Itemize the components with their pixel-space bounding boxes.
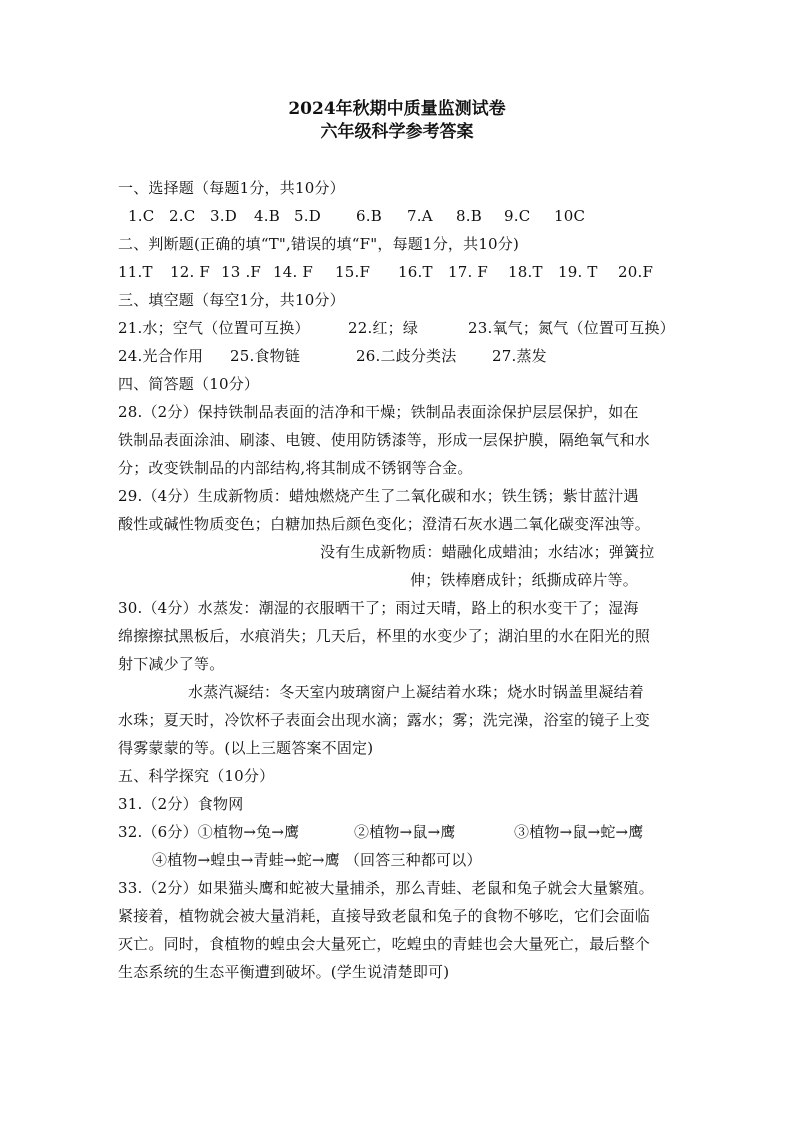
fill-answer: 22.红；绿 [348, 319, 419, 337]
section-2-heading: 二、判断题(正确的填“T",错误的填“F"，每题1分，共10分) [118, 235, 520, 253]
answer-item: 6.B [356, 207, 382, 225]
answer-item: 14. F [273, 263, 314, 281]
q32-row-2: ④植物→蝗虫→青蛙→蛇→鹰 （回答三种都可以） [152, 851, 482, 869]
answer-item: 11.T [118, 263, 153, 281]
section-3-row-2 [118, 346, 678, 366]
page-subtitle: 六年级科学参考答案 [320, 122, 474, 142]
answer-item: 19. T [558, 263, 598, 281]
section-2-answers [118, 262, 678, 282]
page-title: 2024年秋期中质量监测试卷 [288, 99, 506, 119]
q29-line: 没有生成新物质：蜡融化成蜡油；水结冰；弹簧拉 [320, 543, 655, 561]
q33-line: 生态系统的生态平衡遭到破坏。(学生说清楚即可) [118, 963, 450, 981]
section-3-row-1 [118, 318, 678, 338]
q30-line: 水珠；夏天时，冷饮杯子表面会出现水滴；露水；雾；洗完澡，浴室的镜子上变 [118, 711, 651, 729]
answer-item: 13 .F [221, 263, 262, 281]
q33-line: 紧接着，植物就会被大量消耗，直接导致老鼠和兔子的食物不够吃，它们会面临 [118, 907, 651, 925]
answer-item: 8.B [456, 207, 482, 225]
answer-item: 12. F [170, 263, 211, 281]
q33-line: 灭亡。同时，食植物的蝗虫会大量死亡，吃蝗虫的青蛙也会大量死亡，最后整个 [118, 935, 651, 953]
section-5-heading: 五、科学探究（10分） [118, 767, 275, 785]
answer-item: 3.D [210, 207, 237, 225]
answer-item: 1.C [128, 207, 155, 225]
q32-row-1 [118, 822, 678, 842]
food-chain: 32.（6分）①植物→兔→鹰 [118, 823, 300, 841]
q30-line: 得雾蒙蒙的等。(以上三题答案不固定) [118, 739, 374, 757]
food-chain: ②植物→鼠→鹰 [354, 823, 456, 841]
answer-item: 15.F [335, 263, 371, 281]
q29-line: 伸；铁棒磨成针；纸撕成碎片等。 [410, 571, 639, 589]
fill-answer: 23.氧气；氮气（位置可互换） [468, 319, 675, 337]
q29-line: 29.（4分）生成新物质：蜡烛燃烧产生了二氧化碳和水；铁生锈；紫甘蓝汁遇 [118, 487, 639, 505]
q28-line: 分；改变铁制品的内部结构,将其制成不锈钢等合金。 [118, 459, 473, 477]
q33-line: 33.（2分）如果猫头鹰和蛇被大量捕杀，那么青蛙、老鼠和兔子就会大量繁殖。 [118, 879, 654, 897]
q30-line: 绵擦擦拭黑板后，水痕消失；几天后，杯里的水变少了；湖泊里的水在阳光的照 [118, 627, 651, 645]
answer-item: 10C [554, 207, 586, 225]
fill-answer: 25.食物链 [230, 347, 301, 365]
answer-item: 18.T [508, 263, 543, 281]
fill-answer: 24.光合作用 [118, 347, 204, 365]
q31-line: 31.（2分）食物网 [118, 795, 244, 813]
fill-answer: 27.蒸发 [492, 347, 547, 365]
q28-line: 28.（2分）保持铁制品表面的洁净和干燥；铁制品表面涂保护层层保护，如在 [118, 403, 639, 421]
q30-line: 射下减少了等。 [118, 655, 225, 673]
section-1-answers [118, 206, 718, 226]
fill-answer: 26.二歧分类法 [356, 347, 457, 365]
q30-line: 30.（4分）水蒸发：潮湿的衣服晒干了；雨过天晴，路上的积水变干了；湿海 [118, 599, 639, 617]
section-3-heading: 三、填空题（每空1分，共10分） [118, 291, 345, 309]
answer-item: 2.C [169, 207, 196, 225]
answer-item: 20.F [618, 263, 654, 281]
answer-item: 5.D [294, 207, 321, 225]
q30-line: 水蒸汽凝结：冬天室内玻璃窗户上凝结着水珠；烧水时锅盖里凝结着 [188, 683, 645, 701]
answer-item: 16.T [398, 263, 433, 281]
answer-item: 17. F [448, 263, 489, 281]
answer-item: 4.B [254, 207, 280, 225]
section-1-heading: 一、选择题（每题1分，共10分） [118, 179, 345, 197]
section-4-heading: 四、简答题（10分） [118, 375, 260, 393]
answer-item: 7.A [407, 207, 433, 225]
q28-line: 铁制品表面涂油、刷漆、电镀、使用防锈漆等，形成一层保护膜，隔绝氧气和水 [118, 431, 651, 449]
q29-line: 酸性或碱性物质变色；白糖加热后颜色变化；澄清石灰水遇二氧化碳变浑浊等。 [118, 515, 651, 533]
food-chain: ③植物→鼠→蛇→鹰 [514, 823, 644, 841]
fill-answer: 21.水；空气（位置可互换） [118, 319, 310, 337]
answer-item: 9.C [504, 207, 531, 225]
